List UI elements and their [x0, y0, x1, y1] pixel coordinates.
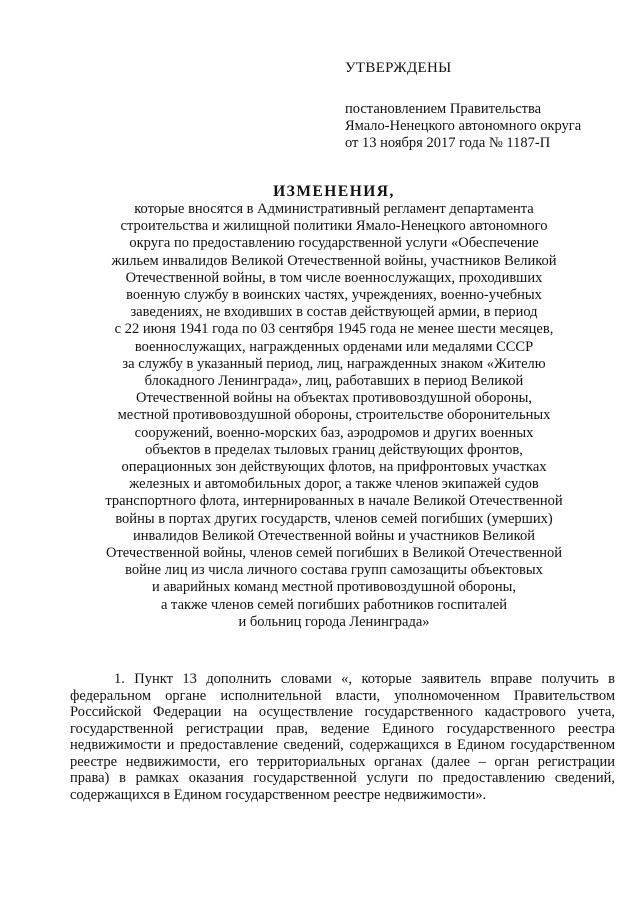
- subtitle-line: войне лиц из числа личного состава групп самозащиты объектовых: [125, 562, 543, 579]
- subtitle-line: Отечественной войны, в том числе военнослужащих, проходивших: [125, 269, 543, 286]
- subtitle-line: местной противовоздушной обороны, строительстве оборонительных: [117, 407, 551, 424]
- subtitle-line: военную службу в воинских частях, учреждениях, военно-учебных: [126, 287, 542, 304]
- document-body: [70, 671, 615, 803]
- document-subtitle: [60, 201, 608, 631]
- subtitle-line: военнослужащих, награжденных орденами или медалями СССР: [134, 338, 534, 355]
- amendment-paragraph: 1. Пункт 13 дополнить словами «, которые заявитель вправе получить в федеральном органе исполнительной власти, уполномоченном Правительством Российской Федерации на осуществление государственного кадастрового учета, государственной регистрации прав, ведение Единого государственного реестра недвижимости и предоставление сведений, содержащихся в Едином государственном реестре недвижимости, его территориальных органах (далее – орган регистрации права) в рамках оказания государственной услуги по предоставлению сведений, содержащихся в Едином государственном реестре недвижимости».: [70, 671, 615, 803]
- subtitle-line: а также членов семей погибших работников госпиталей: [161, 596, 507, 613]
- approval-line: от 13 ноября 2017 года № 1187-П: [345, 135, 551, 151]
- subtitle-line: войны в портах других государств, членов семей погибших (умерших): [115, 510, 553, 527]
- subtitle-line: Отечественной войны, членов семей погибших в Великой Отечественной: [106, 545, 562, 562]
- subtitle-line: и больниц города Ленинграда»: [238, 613, 430, 630]
- subtitle-line: сооружений, военно-морских баз, аэродромов и других военных: [134, 424, 534, 441]
- approval-line: постановлением Правительства: [345, 101, 542, 117]
- subtitle-line: округа по предоставлению государственной услуги «Обеспечение: [129, 235, 539, 252]
- approval-stamp: [345, 60, 635, 152]
- subtitle-line: заведениях, не входивших в состав действующей армии, в период: [130, 304, 538, 321]
- subtitle-line: и аварийных команд местной противовоздушной обороны,: [151, 579, 517, 596]
- subtitle-line: блокадного Ленинграда», лиц, работавших в период Великой: [144, 373, 524, 390]
- subtitle-line: за службу в указанный период, лиц, награжденных знаком «Жителю: [122, 355, 546, 372]
- subtitle-line: инвалидов Великой Отечественной войны и участников Великой: [133, 527, 535, 544]
- subtitle-line: операционных зон действующих флотов, на прифронтовых участках: [121, 459, 547, 476]
- approval-line: Ямало-Ненецкого автономного округа: [345, 118, 582, 134]
- subtitle-line: жильем инвалидов Великой Отечественной войны, участников Великой: [111, 252, 557, 269]
- subtitle-line: железных и автомобильных дорог, а также членов экипажей судов: [129, 476, 539, 493]
- subtitle-line: с 22 июня 1941 года по 03 сентября 1945 года не менее шести месяцев,: [114, 321, 554, 338]
- approval-heading: УТВЕРЖДЕНЫ: [345, 60, 452, 76]
- subtitle-line: объектов в пределах тыловых границ действующих фронтов,: [145, 441, 523, 458]
- title-block: [60, 183, 608, 631]
- document-title: ИЗМЕНЕНИЯ,: [273, 183, 395, 200]
- subtitle-line: строительства и жилищной политики Ямало-Ненецкого автономного: [120, 218, 548, 235]
- subtitle-line: Отечественной войны на объектах противовоздушной обороны,: [136, 390, 532, 407]
- subtitle-line: транспортного флота, интернированных в начале Великой Отечественной: [105, 493, 563, 510]
- subtitle-line: которые вносятся в Административный регламент департамента: [134, 201, 534, 217]
